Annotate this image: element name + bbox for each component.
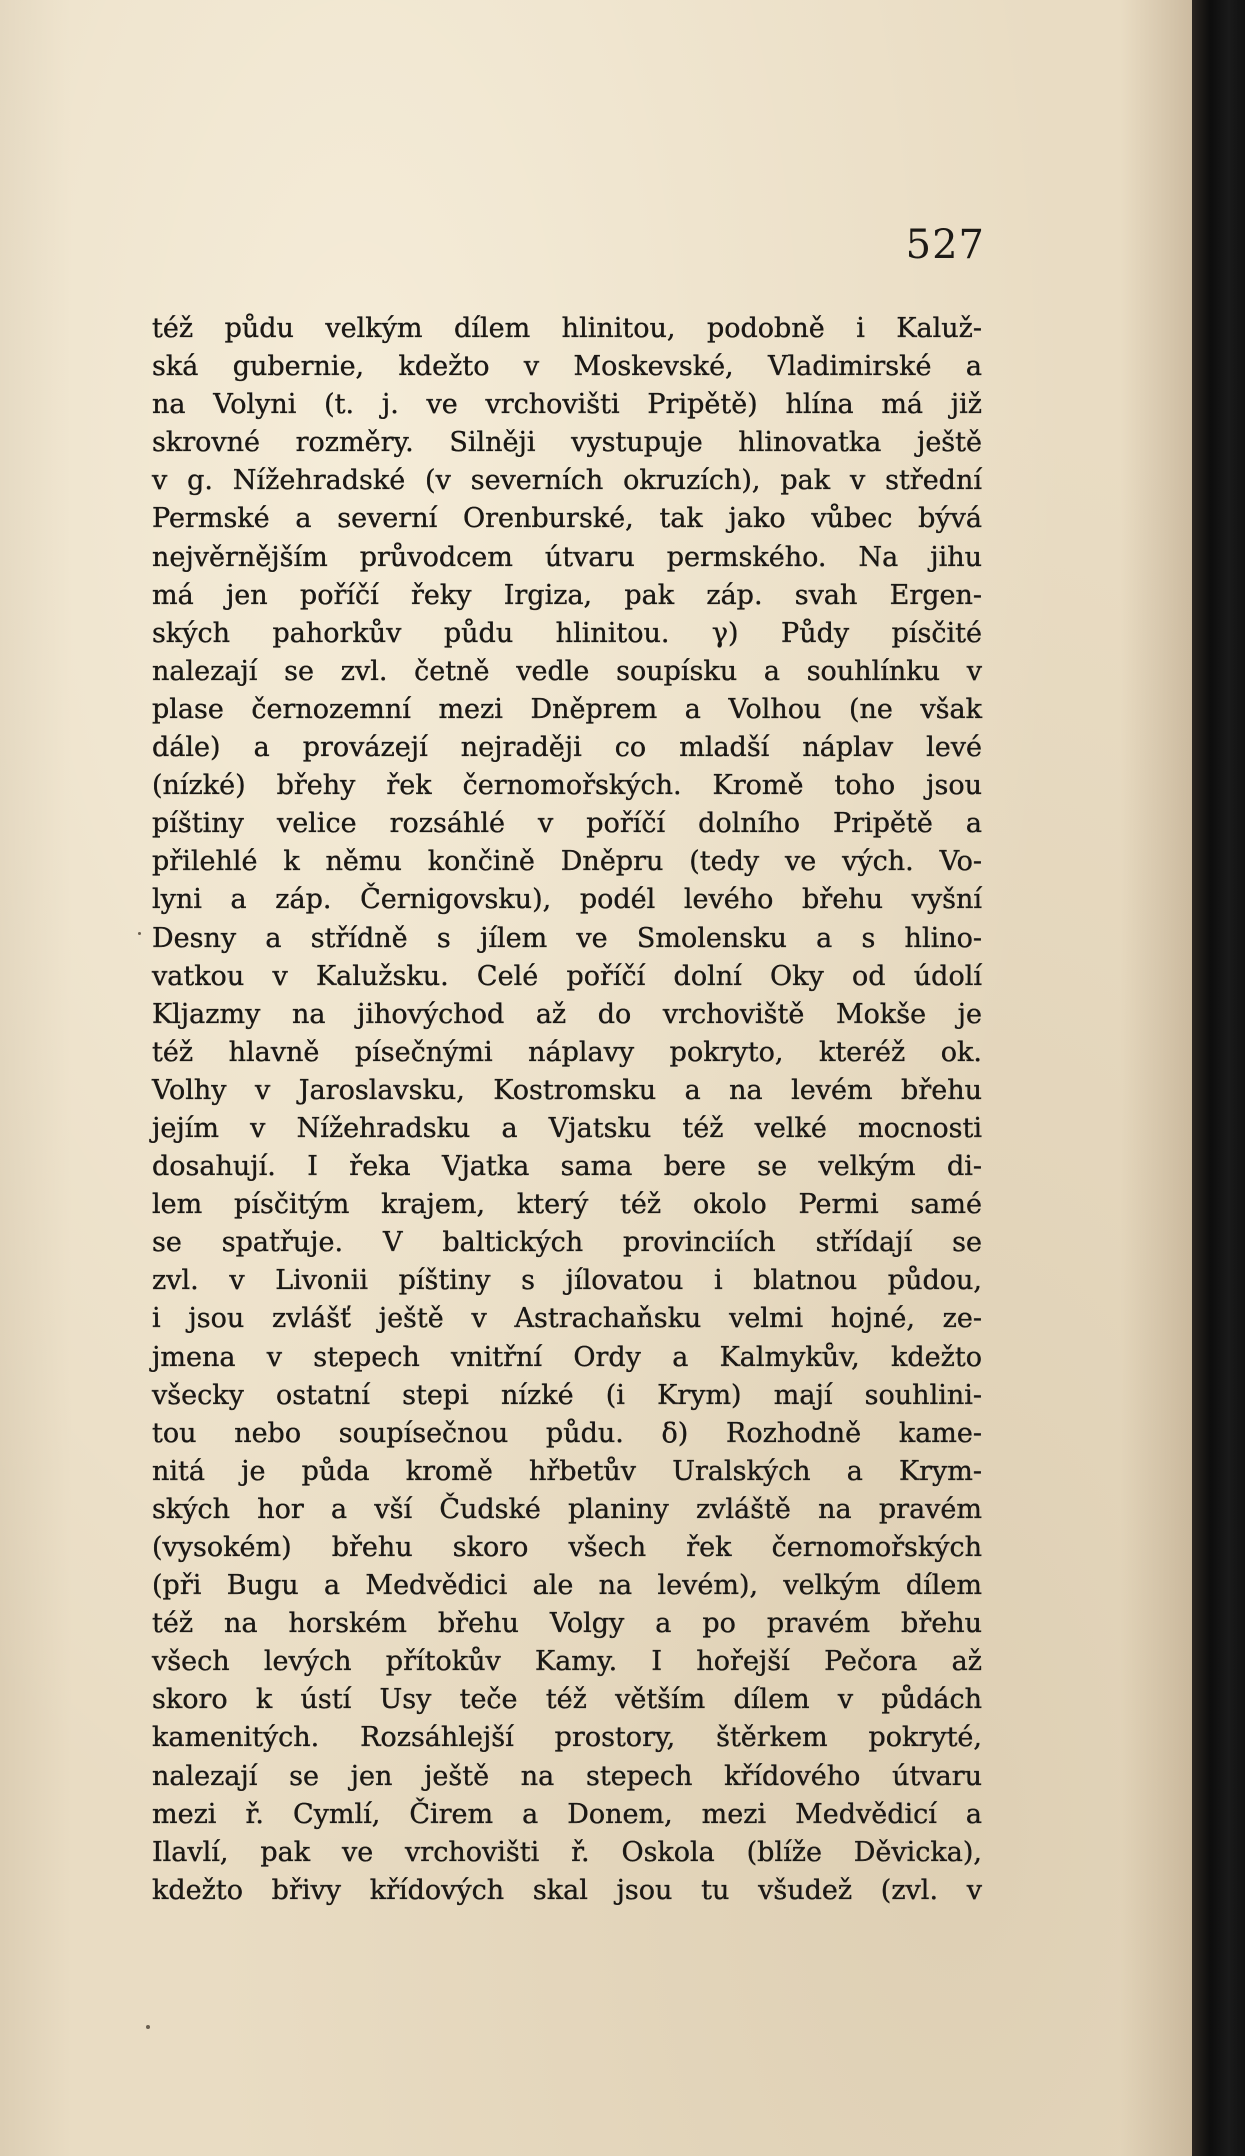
paper-speck (146, 2025, 150, 2029)
text-line: se spatřuje. V baltických provinciích střídají se (152, 1227, 982, 1259)
text-line: přilehlé k němu končině Dněpru (tedy ve vých. Vo- (152, 846, 982, 878)
text-line: v g. Nížehradské (v severních okruzích), pak v střední (152, 465, 982, 497)
text-line: skrovné rozměry. Silněji vystupuje hlinovatka ještě (152, 427, 982, 459)
text-line: skoro k ústí Usy teče též větším dílem v půdách (152, 1684, 982, 1716)
text-line: též na horském břehu Volgy a po pravém břehu (152, 1608, 982, 1640)
text-line: nitá je půda kromě hřbetův Uralských a Krym- (152, 1455, 982, 1487)
text-line: kamenitých. Rozsáhlejší prostory, štěrkem pokryté, (152, 1722, 982, 1754)
text-line: dále) a provázejí nejraději co mladší náplav levé (152, 732, 982, 764)
text-line: Permské a severní Orenburské, tak jako vůbec bývá (152, 503, 982, 535)
page-number: 527 (905, 222, 985, 268)
text-line: nalezají se jen ještě na stepech křídového útvaru (152, 1760, 982, 1792)
text-line: (vysokém) břehu skoro všech řek černomořských (152, 1532, 982, 1563)
text-line: Desny a střídně s jílem ve Smolensku a s hlino- (152, 922, 982, 954)
text-line: Kljazmy na jihovýchod až do vrchoviště Mokše je (152, 998, 982, 1030)
text-line: ská gubernie, kdežto v Moskevské, Vladimirské a (152, 351, 982, 383)
text-line: všech levých přítokův Kamy. I hořejší Pečora až (152, 1646, 982, 1678)
text-line: zvl. v Livonii píštiny s jílovatou i blatnou půdou, (152, 1265, 982, 1297)
text-line: nalezají se zvl. četně vedle soupísku a souhlínku v (152, 655, 982, 687)
text-line: má jen poříčí řeky Irgiza, pak záp. svah Ergen- (152, 579, 982, 611)
paper-speck (138, 932, 141, 935)
text-line: nejvěrnějším průvodcem útvaru permského. Na jihu (152, 541, 982, 573)
text-line: dosahují. I řeka Vjatka sama bere se velkým di- (152, 1151, 982, 1183)
text-line: (při Bugu a Medvědici ale na levém), velkým dílem (152, 1570, 982, 1602)
text-line: i jsou zvlášť ještě v Astrachaňsku velmi hojné, ze- (152, 1303, 982, 1335)
text-line: píštiny velice rozsáhlé v poříčí dolního Pripětě a (152, 808, 982, 840)
text-line: jmena v stepech vnitřní Ordy a Kalmykův, kdežto (152, 1341, 982, 1373)
text-line: všecky ostatní stepi nízké (i Krym) mají souhlini- (152, 1379, 982, 1411)
text-line: mezi ř. Cymlí, Čirem a Donem, mezi Medvědicí a (152, 1798, 982, 1830)
text-line: Ilavlí, pak ve vrchovišti ř. Oskola (blíže Děvicka), (152, 1836, 982, 1868)
book-gutter (1192, 0, 1245, 2156)
text-line: kdežto břivy křídových skal jsou tu všudež (zvl. v (152, 1874, 982, 1906)
text-line: na Volyni (t. j. ve vrchovišti Pripětě) hlína má již (152, 389, 982, 421)
text-line: lyni a záp. Černigovsku), podél levého břehu vyšní (152, 884, 982, 916)
text-line: ských hor a vší Čudské planiny zvláště na pravém (152, 1493, 982, 1525)
text-line: jejím v Nížehradsku a Vjatsku též velké mocnosti (152, 1112, 982, 1144)
body-text (152, 310, 982, 1910)
text-line: Volhy v Jaroslavsku, Kostromsku a na levém břehu (152, 1074, 982, 1106)
text-line: tou nebo soupísečnou půdu. δ) Rozhodně kame- (152, 1417, 982, 1449)
text-line: též hlavně písečnými náplavy pokryto, kteréž ok. (152, 1036, 982, 1068)
text-line: vatkou v Kalužsku. Celé poříčí dolní Oky od údolí (152, 960, 982, 992)
text-line: plase černozemní mezi Dněprem a Volhou (ne však (152, 693, 982, 725)
text-line: lem písčitým krajem, který též okolo Permi samé (152, 1189, 982, 1221)
text-line: též půdu velkým dílem hlinitou, podobně i Kaluž- (152, 313, 982, 344)
text-line: ských pahorkův půdu hlinitou. γ) Půdy písčité (152, 617, 982, 649)
text-line: (nízké) břehy řek černomořských. Kromě toho jsou (152, 770, 982, 802)
